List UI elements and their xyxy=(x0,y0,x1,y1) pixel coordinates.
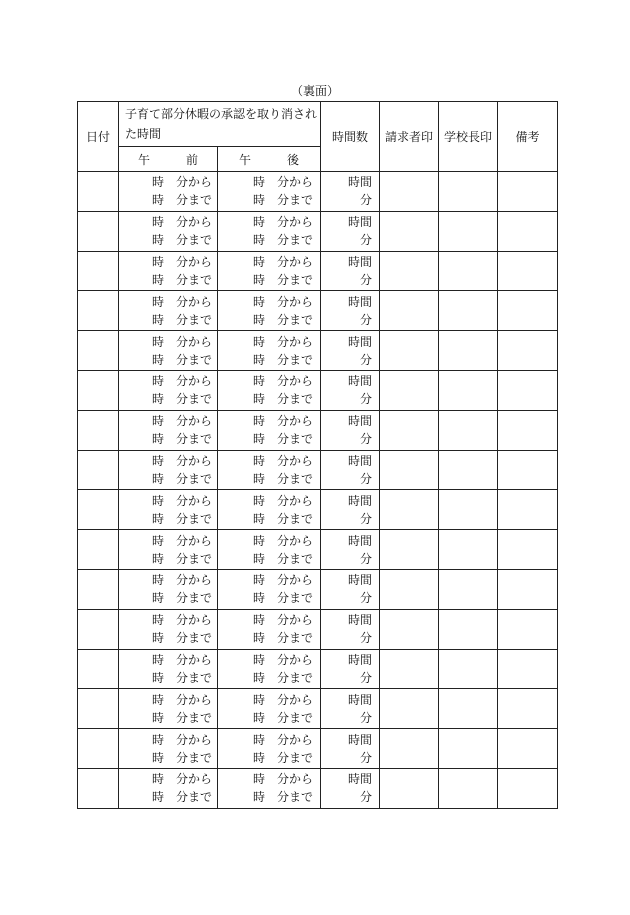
requester-seal-cell xyxy=(380,649,439,689)
minutes-unit-text: 分 xyxy=(360,790,373,805)
date-cell xyxy=(78,530,119,570)
am-from-text: 時 分から xyxy=(151,254,212,269)
date-cell xyxy=(78,410,119,450)
minutes-unit-text: 分 xyxy=(360,471,373,486)
am-to-text: 時 分まで xyxy=(151,432,212,447)
pm-from-text: 時 分から xyxy=(253,334,314,349)
minutes-unit-text: 分 xyxy=(360,312,373,327)
date-cell xyxy=(78,251,119,291)
remarks-cell xyxy=(498,768,558,808)
pm-time-cell xyxy=(218,172,321,212)
requester-seal-cell xyxy=(380,291,439,331)
am-from-text: 時 分から xyxy=(151,374,212,389)
pm-to-text: 時 分まで xyxy=(253,471,314,486)
hours-cell xyxy=(321,211,380,251)
requester-seal-cell xyxy=(380,490,439,530)
date-cell xyxy=(78,768,119,808)
minutes-unit-text: 分 xyxy=(360,750,373,765)
remarks-cell xyxy=(498,370,558,410)
am-time-cell xyxy=(119,251,218,291)
pm-time-cell xyxy=(218,370,321,410)
remarks-cell xyxy=(498,410,558,450)
hours-unit-text: 時間 xyxy=(348,772,373,787)
am-to-text: 時 分まで xyxy=(151,591,212,606)
am-to-text: 時 分まで xyxy=(151,233,212,248)
principal-seal-cell xyxy=(439,729,498,769)
pm-to-text: 時 分まで xyxy=(253,670,314,685)
minutes-unit-text: 分 xyxy=(360,233,373,248)
am-time-cell xyxy=(119,530,218,570)
hours-unit-text: 時間 xyxy=(348,254,373,269)
remarks-cell xyxy=(498,172,558,212)
principal-seal-cell xyxy=(439,370,498,410)
principal-seal-cell xyxy=(439,410,498,450)
am-time-cell xyxy=(119,211,218,251)
table-row xyxy=(78,530,558,570)
pm-from-text: 時 分から xyxy=(253,652,314,667)
table-row xyxy=(78,609,558,649)
minutes-unit-text: 分 xyxy=(360,591,373,606)
hours-unit-text: 時間 xyxy=(348,533,373,548)
am-to-text: 時 分まで xyxy=(151,272,212,287)
minutes-unit-text: 分 xyxy=(360,352,373,367)
table-row xyxy=(78,331,558,371)
hours-unit-text: 時間 xyxy=(348,493,373,508)
am-time-cell xyxy=(119,609,218,649)
requester-seal-cell xyxy=(380,689,439,729)
am-from-text: 時 分から xyxy=(151,732,212,747)
principal-seal-cell xyxy=(439,490,498,530)
table-row xyxy=(78,172,558,212)
header-remarks: 備考 xyxy=(498,102,558,172)
header-date: 日付 xyxy=(78,102,119,172)
table-body xyxy=(78,172,558,809)
header-cancelled-time-line-2: た時間 xyxy=(125,127,162,141)
table-header xyxy=(78,102,558,172)
hours-unit-text: 時間 xyxy=(348,453,373,468)
am-time-cell xyxy=(119,649,218,689)
hours-cell xyxy=(321,172,380,212)
table-row xyxy=(78,689,558,729)
am-time-cell xyxy=(119,172,218,212)
am-to-text: 時 分まで xyxy=(151,631,212,646)
hours-cell xyxy=(321,530,380,570)
table-row xyxy=(78,490,558,530)
am-from-text: 時 分から xyxy=(151,613,212,628)
principal-seal-cell xyxy=(439,331,498,371)
principal-seal-cell xyxy=(439,251,498,291)
remarks-cell xyxy=(498,530,558,570)
principal-seal-cell xyxy=(439,768,498,808)
pm-to-text: 時 分まで xyxy=(253,511,314,526)
pm-from-text: 時 分から xyxy=(253,692,314,707)
pm-time-cell xyxy=(218,211,321,251)
remarks-cell xyxy=(498,569,558,609)
pm-from-text: 時 分から xyxy=(253,453,314,468)
am-from-text: 時 分から xyxy=(151,334,212,349)
remarks-cell xyxy=(498,490,558,530)
am-from-text: 時 分から xyxy=(151,652,212,667)
am-to-text: 時 分まで xyxy=(151,551,212,566)
pm-from-text: 時 分から xyxy=(253,613,314,628)
hours-cell xyxy=(321,609,380,649)
principal-seal-cell xyxy=(439,569,498,609)
table-row xyxy=(78,251,558,291)
header-am: 午 前 xyxy=(119,147,218,172)
requester-seal-cell xyxy=(380,172,439,212)
minutes-unit-text: 分 xyxy=(360,193,373,208)
principal-seal-cell xyxy=(439,649,498,689)
pm-time-cell xyxy=(218,450,321,490)
am-from-text: 時 分から xyxy=(151,533,212,548)
hours-cell xyxy=(321,729,380,769)
am-from-text: 時 分から xyxy=(151,175,212,190)
date-cell xyxy=(78,450,119,490)
header-principal-seal: 学校長印 xyxy=(439,102,498,172)
am-time-cell xyxy=(119,569,218,609)
hours-unit-text: 時間 xyxy=(348,613,373,628)
date-cell xyxy=(78,490,119,530)
date-cell xyxy=(78,569,119,609)
pm-time-cell xyxy=(218,291,321,331)
pm-to-text: 時 分まで xyxy=(253,551,314,566)
hours-unit-text: 時間 xyxy=(348,414,373,429)
minutes-unit-text: 分 xyxy=(360,432,373,447)
minutes-unit-text: 分 xyxy=(360,511,373,526)
pm-time-cell xyxy=(218,251,321,291)
pm-from-text: 時 分から xyxy=(253,215,314,230)
am-from-text: 時 分から xyxy=(151,493,212,508)
hours-unit-text: 時間 xyxy=(348,573,373,588)
table-row xyxy=(78,410,558,450)
hours-cell xyxy=(321,768,380,808)
pm-to-text: 時 分まで xyxy=(253,790,314,805)
table-row xyxy=(78,450,558,490)
am-to-text: 時 分まで xyxy=(151,193,212,208)
am-time-cell xyxy=(119,410,218,450)
principal-seal-cell xyxy=(439,211,498,251)
pm-from-text: 時 分から xyxy=(253,414,314,429)
pm-time-cell xyxy=(218,569,321,609)
date-cell xyxy=(78,370,119,410)
hours-unit-text: 時間 xyxy=(348,732,373,747)
hours-cell xyxy=(321,689,380,729)
pm-to-text: 時 分まで xyxy=(253,710,314,725)
hours-cell xyxy=(321,331,380,371)
am-from-text: 時 分から xyxy=(151,573,212,588)
hours-unit-text: 時間 xyxy=(348,175,373,190)
remarks-cell xyxy=(498,729,558,769)
principal-seal-cell xyxy=(439,530,498,570)
requester-seal-cell xyxy=(380,768,439,808)
pm-from-text: 時 分から xyxy=(253,254,314,269)
requester-seal-cell xyxy=(380,450,439,490)
am-time-cell xyxy=(119,291,218,331)
pm-from-text: 時 分から xyxy=(253,374,314,389)
header-requester-seal: 請求者印 xyxy=(380,102,439,172)
pm-to-text: 時 分まで xyxy=(253,272,314,287)
am-to-text: 時 分まで xyxy=(151,750,212,765)
minutes-unit-text: 分 xyxy=(360,272,373,287)
date-cell xyxy=(78,609,119,649)
hours-cell xyxy=(321,370,380,410)
am-to-text: 時 分まで xyxy=(151,710,212,725)
hours-cell xyxy=(321,649,380,689)
remarks-cell xyxy=(498,609,558,649)
am-from-text: 時 分から xyxy=(151,692,212,707)
date-cell xyxy=(78,649,119,689)
date-cell xyxy=(78,729,119,769)
requester-seal-cell xyxy=(380,410,439,450)
remarks-cell xyxy=(498,251,558,291)
table-row xyxy=(78,291,558,331)
minutes-unit-text: 分 xyxy=(360,631,373,646)
am-to-text: 時 分まで xyxy=(151,392,212,407)
hours-unit-text: 時間 xyxy=(348,652,373,667)
pm-time-cell xyxy=(218,689,321,729)
minutes-unit-text: 分 xyxy=(360,710,373,725)
header-hours: 時間数 xyxy=(321,102,380,172)
hours-cell xyxy=(321,490,380,530)
requester-seal-cell xyxy=(380,251,439,291)
table-row xyxy=(78,729,558,769)
principal-seal-cell xyxy=(439,689,498,729)
pm-to-text: 時 分まで xyxy=(253,312,314,327)
minutes-unit-text: 分 xyxy=(360,670,373,685)
pm-time-cell xyxy=(218,609,321,649)
pm-from-text: 時 分から xyxy=(253,493,314,508)
pm-to-text: 時 分まで xyxy=(253,631,314,646)
pm-from-text: 時 分から xyxy=(253,573,314,588)
pm-time-cell xyxy=(218,768,321,808)
pm-from-text: 時 分から xyxy=(253,533,314,548)
pm-time-cell xyxy=(218,649,321,689)
date-cell xyxy=(78,172,119,212)
principal-seal-cell xyxy=(439,450,498,490)
pm-from-text: 時 分から xyxy=(253,772,314,787)
pm-to-text: 時 分まで xyxy=(253,591,314,606)
page-side-label: （裏面） xyxy=(290,84,339,98)
date-cell xyxy=(78,291,119,331)
pm-time-cell xyxy=(218,331,321,371)
am-time-cell xyxy=(119,689,218,729)
am-time-cell xyxy=(119,370,218,410)
header-cancelled-time xyxy=(119,102,321,147)
principal-seal-cell xyxy=(439,291,498,331)
pm-to-text: 時 分まで xyxy=(253,750,314,765)
pm-to-text: 時 分まで xyxy=(253,432,314,447)
requester-seal-cell xyxy=(380,331,439,371)
hours-unit-text: 時間 xyxy=(348,215,373,230)
header-cancelled-time-line-1: 子育て部分休暇の承認を取り消され xyxy=(125,107,318,121)
table-row xyxy=(78,649,558,689)
requester-seal-cell xyxy=(380,729,439,769)
am-from-text: 時 分から xyxy=(151,294,212,309)
header-pm: 午 後 xyxy=(218,147,321,172)
am-from-text: 時 分から xyxy=(151,215,212,230)
pm-time-cell xyxy=(218,490,321,530)
principal-seal-cell xyxy=(439,172,498,212)
am-to-text: 時 分まで xyxy=(151,670,212,685)
minutes-unit-text: 分 xyxy=(360,392,373,407)
hours-unit-text: 時間 xyxy=(348,692,373,707)
header-row-top xyxy=(78,102,558,147)
hours-cell xyxy=(321,410,380,450)
hours-cell xyxy=(321,569,380,609)
am-time-cell xyxy=(119,768,218,808)
am-time-cell xyxy=(119,331,218,371)
pm-time-cell xyxy=(218,729,321,769)
remarks-cell xyxy=(498,331,558,371)
pm-time-cell xyxy=(218,530,321,570)
pm-from-text: 時 分から xyxy=(253,175,314,190)
requester-seal-cell xyxy=(380,569,439,609)
am-to-text: 時 分まで xyxy=(151,471,212,486)
hours-unit-text: 時間 xyxy=(348,334,373,349)
pm-to-text: 時 分まで xyxy=(253,233,314,248)
am-from-text: 時 分から xyxy=(151,453,212,468)
date-cell xyxy=(78,331,119,371)
hours-cell xyxy=(321,450,380,490)
pm-to-text: 時 分まで xyxy=(253,392,314,407)
requester-seal-cell xyxy=(380,370,439,410)
am-time-cell xyxy=(119,490,218,530)
requester-seal-cell xyxy=(380,609,439,649)
table-row xyxy=(78,370,558,410)
remarks-cell xyxy=(498,649,558,689)
pm-to-text: 時 分まで xyxy=(253,193,314,208)
am-to-text: 時 分まで xyxy=(151,312,212,327)
am-to-text: 時 分まで xyxy=(151,352,212,367)
hours-unit-text: 時間 xyxy=(348,294,373,309)
requester-seal-cell xyxy=(380,211,439,251)
remarks-cell xyxy=(498,450,558,490)
table-row xyxy=(78,211,558,251)
am-time-cell xyxy=(119,729,218,769)
hours-cell xyxy=(321,291,380,331)
table-row xyxy=(78,768,558,808)
requester-seal-cell xyxy=(380,530,439,570)
am-from-text: 時 分から xyxy=(151,414,212,429)
pm-from-text: 時 分から xyxy=(253,732,314,747)
remarks-cell xyxy=(498,291,558,331)
date-cell xyxy=(78,689,119,729)
am-to-text: 時 分まで xyxy=(151,511,212,526)
pm-to-text: 時 分まで xyxy=(253,352,314,367)
am-from-text: 時 分から xyxy=(151,772,212,787)
table-row xyxy=(78,569,558,609)
hours-cell xyxy=(321,251,380,291)
remarks-cell xyxy=(498,211,558,251)
principal-seal-cell xyxy=(439,609,498,649)
date-cell xyxy=(78,211,119,251)
pm-time-cell xyxy=(218,410,321,450)
remarks-cell xyxy=(498,689,558,729)
minutes-unit-text: 分 xyxy=(360,551,373,566)
am-to-text: 時 分まで xyxy=(151,790,212,805)
pm-from-text: 時 分から xyxy=(253,294,314,309)
hours-unit-text: 時間 xyxy=(348,374,373,389)
cancellation-record-table xyxy=(77,101,558,809)
am-time-cell xyxy=(119,450,218,490)
